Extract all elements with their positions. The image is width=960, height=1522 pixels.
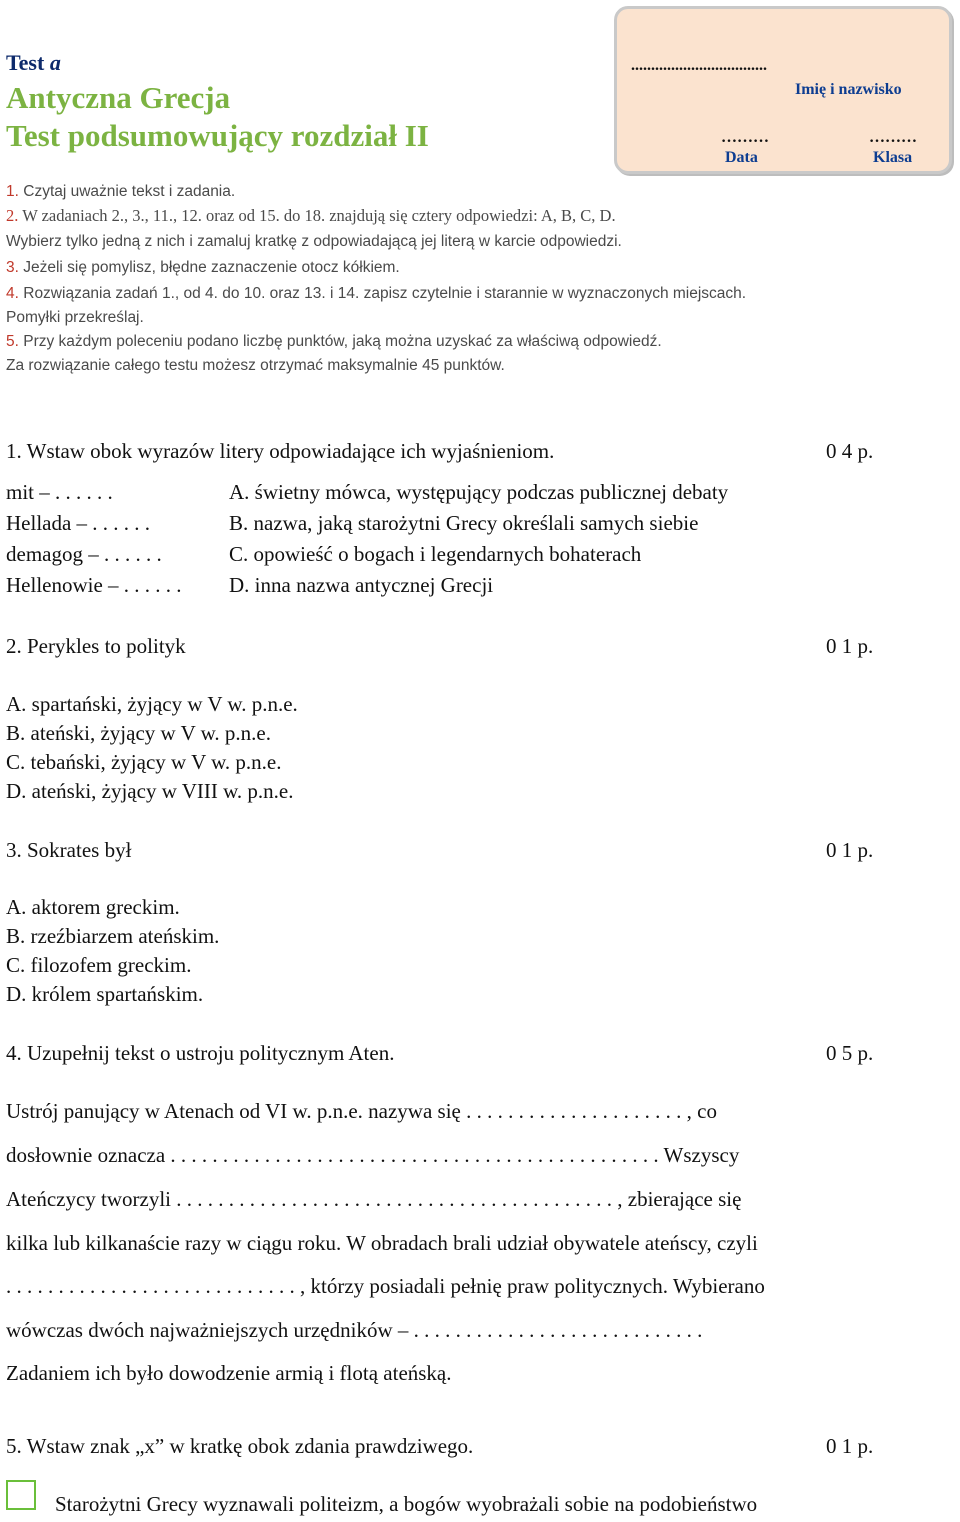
test-variant: a (49, 50, 61, 75)
task3-option[interactable]: A. aktorem greckim. (6, 895, 180, 919)
task2-option[interactable]: C. tebański, żyjący w V w. p.n.e. (6, 750, 282, 774)
task1-definition: A. świetny mówca, występujący podczas publicznej debaty (229, 480, 729, 504)
task4-text-line[interactable]: Ustrój panujący w Atenach od VI w. p.n.e. nazywa się . . . . . . . . . . . . . . . . . . . . . , co (6, 1099, 717, 1123)
task2-option[interactable]: D. ateński, żyjący w VIII w. p.n.e. (6, 779, 294, 803)
date-label: Data (725, 149, 758, 166)
instruction-4: 4. Rozwiązania zadań 1., od 4. do 10. oraz 13. i 14. zapisz czytelnie i starannie w wyznaczonych miejscach. (6, 285, 747, 302)
task4-text-line[interactable]: wówczas dwóch najważniejszych urzędników – . . . . . . . . . . . . . . . . . . . . . . . . . . . . (6, 1318, 703, 1342)
task3-question: 3. Sokrates był (6, 838, 132, 862)
task1-term[interactable]: Hellenowie – . . . . . . (6, 573, 182, 597)
task1-term[interactable]: Hellada – . . . . . . (6, 511, 151, 535)
task2-option[interactable]: B. ateński, żyjący w V w. p.n.e. (6, 721, 271, 745)
instruction-5: 5. Przy każdym poleceniu podano liczbę punktów, jaką można uzyskać za właściwą odpowiedź. (6, 333, 662, 350)
task5-statement: Starożytni Grecy wyznawali politeizm, a bogów wyobrażali sobie na podobieństwo (55, 1492, 758, 1516)
instruction-2-cont: Wybierz tylko jedną z nich i zamaluj kratkę z odpowiadającą jej literą w karcie odpowiedzi. (6, 233, 622, 250)
task2-question: 2. Perykles to polityk (6, 634, 186, 658)
task4-question: 4. Uzupełnij tekst o ustroju politycznym Aten. (6, 1041, 395, 1065)
task3-option[interactable]: D. królem spartańskim. (6, 982, 204, 1006)
test-label (6, 50, 61, 76)
task2-option[interactable]: A. spartański, żyjący w V w. p.n.e. (6, 692, 298, 716)
name-blank[interactable]: .................................. (631, 57, 767, 74)
task2-points: 0 1 p. (826, 634, 874, 658)
instruction-5-cont: Za rozwiązanie całego testu możesz otrzymać maksymalnie 45 punktów. (6, 357, 505, 374)
task3-option[interactable]: C. filozofem greckim. (6, 953, 192, 977)
task3-points: 0 1 p. (826, 838, 874, 862)
student-info-box (614, 6, 952, 174)
task5-checkbox[interactable] (6, 1480, 36, 1510)
task4-text-line[interactable]: dosłownie oznacza . . . . . . . . . . . . . . . . . . . . . . . . . . . . . . . . . . . . . . . . . . . . . . . Wszyscy (6, 1143, 740, 1167)
task1-definition: C. opowieść o bogach i legendarnych bohaterach (229, 542, 642, 566)
task4-text-line[interactable]: . . . . . . . . . . . . . . . . . . . . . . . . . . . . , którzy posiadali pełnię praw politycznych. Wybierano (6, 1274, 765, 1298)
task1-term[interactable]: demagog – . . . . . . (6, 542, 162, 566)
instruction-1: 1. Czytaj uważnie tekst i zadania. (6, 183, 236, 200)
name-label: Imię i nazwisko (795, 81, 902, 98)
task1-definition: B. nazwa, jaką starożytni Grecy określali samych siebie (229, 511, 699, 535)
task4-points: 0 5 p. (826, 1041, 874, 1065)
class-label: Klasa (873, 149, 913, 166)
date-blank[interactable]: ……… (721, 129, 769, 146)
task1-question: 1. Wstaw obok wyrazów litery odpowiadające ich wyjaśnieniom. (6, 439, 555, 463)
task4-text-line: Zadaniem ich było dowodzenie armią i flotą ateńską. (6, 1361, 452, 1385)
test-prefix: Test (6, 50, 45, 75)
task5-question: 5. Wstaw znak „x” w kratkę obok zdania prawdziwego. (6, 1434, 474, 1458)
task1-definition: D. inna nazwa antycznej Grecji (229, 573, 494, 597)
page-subtitle: Test podsumowujący rozdział II (6, 118, 429, 153)
instruction-3: 3. Jeżeli się pomylisz, błędne zaznaczenie otocz kółkiem. (6, 259, 400, 276)
task1-term[interactable]: mit – . . . . . . (6, 480, 113, 504)
instruction-2: 2. W zadaniach 2., 3., 11., 12. oraz od 15. do 18. znajdują się cztery odpowiedzi: A, B, C, D. (6, 206, 616, 225)
page-title: Antyczna Grecja (6, 80, 231, 115)
instruction-4-cont: Pomyłki przekreślaj. (6, 309, 144, 326)
class-blank[interactable]: ……… (869, 129, 917, 146)
task5-points: 0 1 p. (826, 1434, 874, 1458)
task3-option[interactable]: B. rzeźbiarzem ateńskim. (6, 924, 220, 948)
task4-text-line[interactable]: Ateńczycy tworzyli . . . . . . . . . . . . . . . . . . . . . . . . . . . . . . . . . . . . . . . . . . , zbierające się (6, 1187, 742, 1211)
task4-text-line: kilka lub kilkanaście razy w ciągu roku. W obradach brali udział obywatele ateńscy, czyli (6, 1231, 758, 1255)
task1-points: 0 4 p. (826, 439, 874, 463)
